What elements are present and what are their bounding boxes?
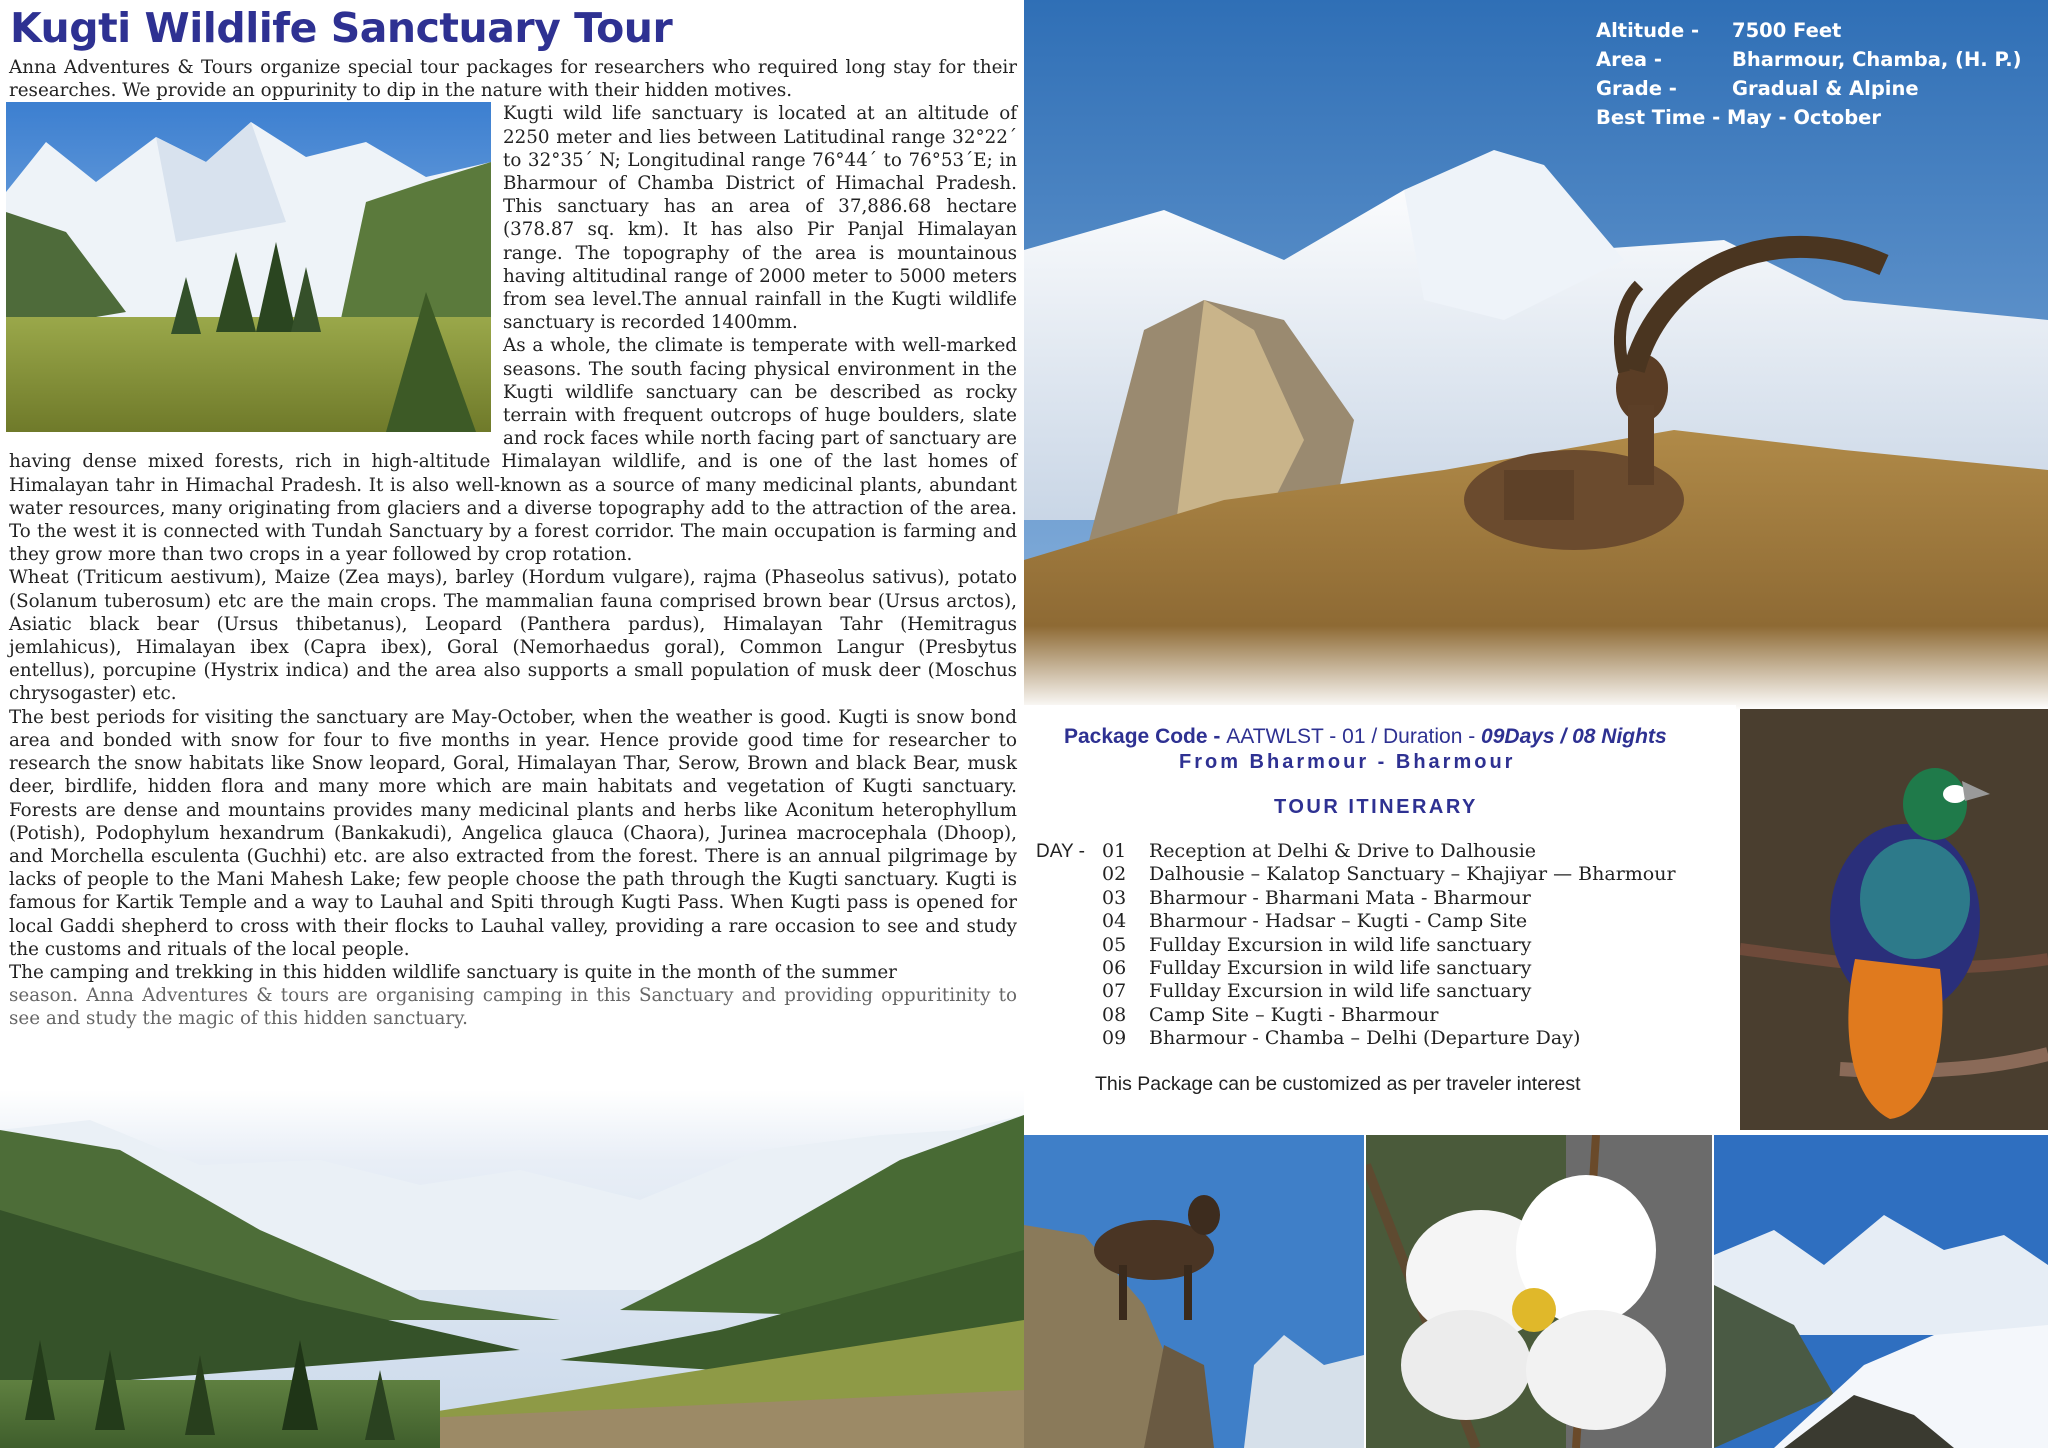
location-paragraph: Kugti wild life sanctuary is located at an altitude of 2250 meter and lies between Latitudinal range 32°22´ to 32°35´ N; Longitudinal range 76°44´ to 76°53´E; in Bharmour of Chamba District of Himachal Pradesh. This sanctuary has an area of 37,886.68 hectare (378.87 sq. km). It has also Pir Panjal Himalayan range. The topography of the area is mountainous having altitudinal range of 2000 meter to 5000 meters from sea level.The annual rainfall in the Kugti wildlife sanctuary is recorded 1400mm. [503, 103, 1017, 334]
alpine-meadow-photo [6, 102, 491, 432]
route-line: From Bharmour - Bharmour [1179, 751, 1516, 773]
fauna-paragraph: Wheat (Triticum aestivum), Maize (Zea mays), barley (Hordum vulgare), rajma (Phaseolus sativus), potato (Solanum tuberosum) etc are the main crops. The mammalian fauna comprised brown bear (Ursus arctos), Asiatic black bear (Ursus thibetanus), Leopard (Panthera pardus), Himalayan Tahr (Hemitragus jemlahicus), Himalayan ibex (Capra ibex), Goral (Nemorhaedus goral), Common Langur (Presbytus entellus), porcupine (Hystrix indica) and the area also supports a small population of musk deer (Moschus chrysogaster) etc. [9, 567, 1017, 705]
fact-altitude: Altitude - 7500 Feet [1596, 19, 1842, 42]
package-duration: 09Days / 08 Nights [1481, 725, 1667, 748]
fact-grade: Grade - Gradual & Alpine [1596, 77, 1919, 100]
article-body [9, 56, 1017, 1031]
itinerary-heading: TOUR ITINERARY [1274, 796, 1478, 818]
fact-best-time: Best Time - May - October [1596, 106, 1882, 129]
camping-paragraph-continued: season. Anna Adventures & tours are organising camping in this Sanctuary and providing oppuritinity to see and study the magic of this hidden sanctuary. [9, 985, 1017, 1030]
meadow-image [6, 102, 491, 432]
valley-landscape-photo [0, 1090, 1024, 1448]
monal-pheasant-photo [1740, 709, 2048, 1130]
visiting-paragraph: The best periods for visiting the sanctuary are May-October, when the weather is good. Kugti is snow bond area and bonded with snow for four to five months in year. Hence provide good time for researcher to research the snow habitats like Snow leopard, Goral, Himalayan Thar, Serow, Brown and black Bear, musk deer, birdlife, hidden flora and many more which are main habitats and vegetation of Kugti sanctuary. Forests are dense and mountains provides many medicinal plants and herbs like Aconitum heterophyllum (Potish), Podophylum hexandrum (Bankakudi), Angelica glauca (Chaora), Jurinea macrocephala (Dhoop), and Morchella esculenta (Guchhi) etc. are also extracted from the forest. There is an annual pilgrimage by lacks of people to the Mani Mahesh Lake; few people choose the path through the Kugti sanctuary. Kugti is famous for Kartik Temple and a way to Lauhal and Spiti through Kugti Pass. When Kugti pass is opened for local Gaddi shepherd to cross with their flocks to Lauhal valley, providing a rare occasion to see and study the customs and rituals of the local people. [9, 706, 1017, 960]
tahr-on-rocks-photo [1024, 1135, 1364, 1448]
camping-paragraph: The camping and trekking in this hidden wildlife sanctuary is quite in the month of the summer [9, 961, 897, 983]
package-code: AATWLST - 01 [1226, 725, 1372, 748]
intro-paragraph: Anna Adventures & Tours organize special tour packages for researchers who required long stay for their researches. We provide an oppurinity to dip in the nature with their hidden motives. [9, 57, 1017, 102]
fact-area: Area - Bharmour, Chamba, (H. P.) [1596, 48, 2022, 71]
tour-facts [1596, 16, 2022, 132]
customization-note: This Package can be customized as per traveler interest [1095, 1073, 1581, 1095]
package-code-line: Package Code - AATWLST - 01 / Duration - 09Days / 08 Nights [1064, 725, 1667, 748]
climate-paragraph: As a whole, the climate is temperate with well-marked seasons. The south facing physical environment in the Kugti wildlife sanctuary can be described as rocky terrain with frequent outcrops of huge boulders, slate and rock faces while north facing part of sanctuary are having dense mixed forests, rich in high-altitude Himalayan wildlife, and is one of the last homes of Himalayan tahr in Himachal Pradesh. It is also well-known as a source of many medicinal plants, abundant water resources, many originating from glaciers and a diverse topography add to the attraction of the area. To the west it is connected with Tundah Sanctuary by a forest corridor. The main occupation is farming and they grow more than two crops in a year followed by crop rotation. [9, 335, 1017, 566]
package-details: Package Code - AATWLST - 01 / Duration - 09Days / 08 Nights From Bharmour - Bharmour TOUR ITINERARY DAY - 01 Reception at Delhi & Drive to Dalhousie 02 Dalhousie – Kalatop Sanctuary – Khajiyar — Bharmour 03 Bharmour - Bharmani Mata - Bharmour 04 Bharmour - Hadsar – Kugti - Camp Site 05 Fullday Excursion in wild life sanctuary 06 Fullday Excursion in wild life sanctuary 07 Fullday Excursion in wild life sanctuary 08 Camp Site – Kugti - Bharmour 09 Bharmour - Chamba – Delhi (Departure Day) This Package can be customized as per traveler interest [1024, 705, 1736, 1130]
page-title: Kugti Wildlife Sanctuary Tour [10, 4, 673, 52]
right-column [1024, 0, 2048, 1448]
white-flower-photo [1366, 1135, 1712, 1448]
snowy-peaks-photo [1714, 1135, 2048, 1448]
